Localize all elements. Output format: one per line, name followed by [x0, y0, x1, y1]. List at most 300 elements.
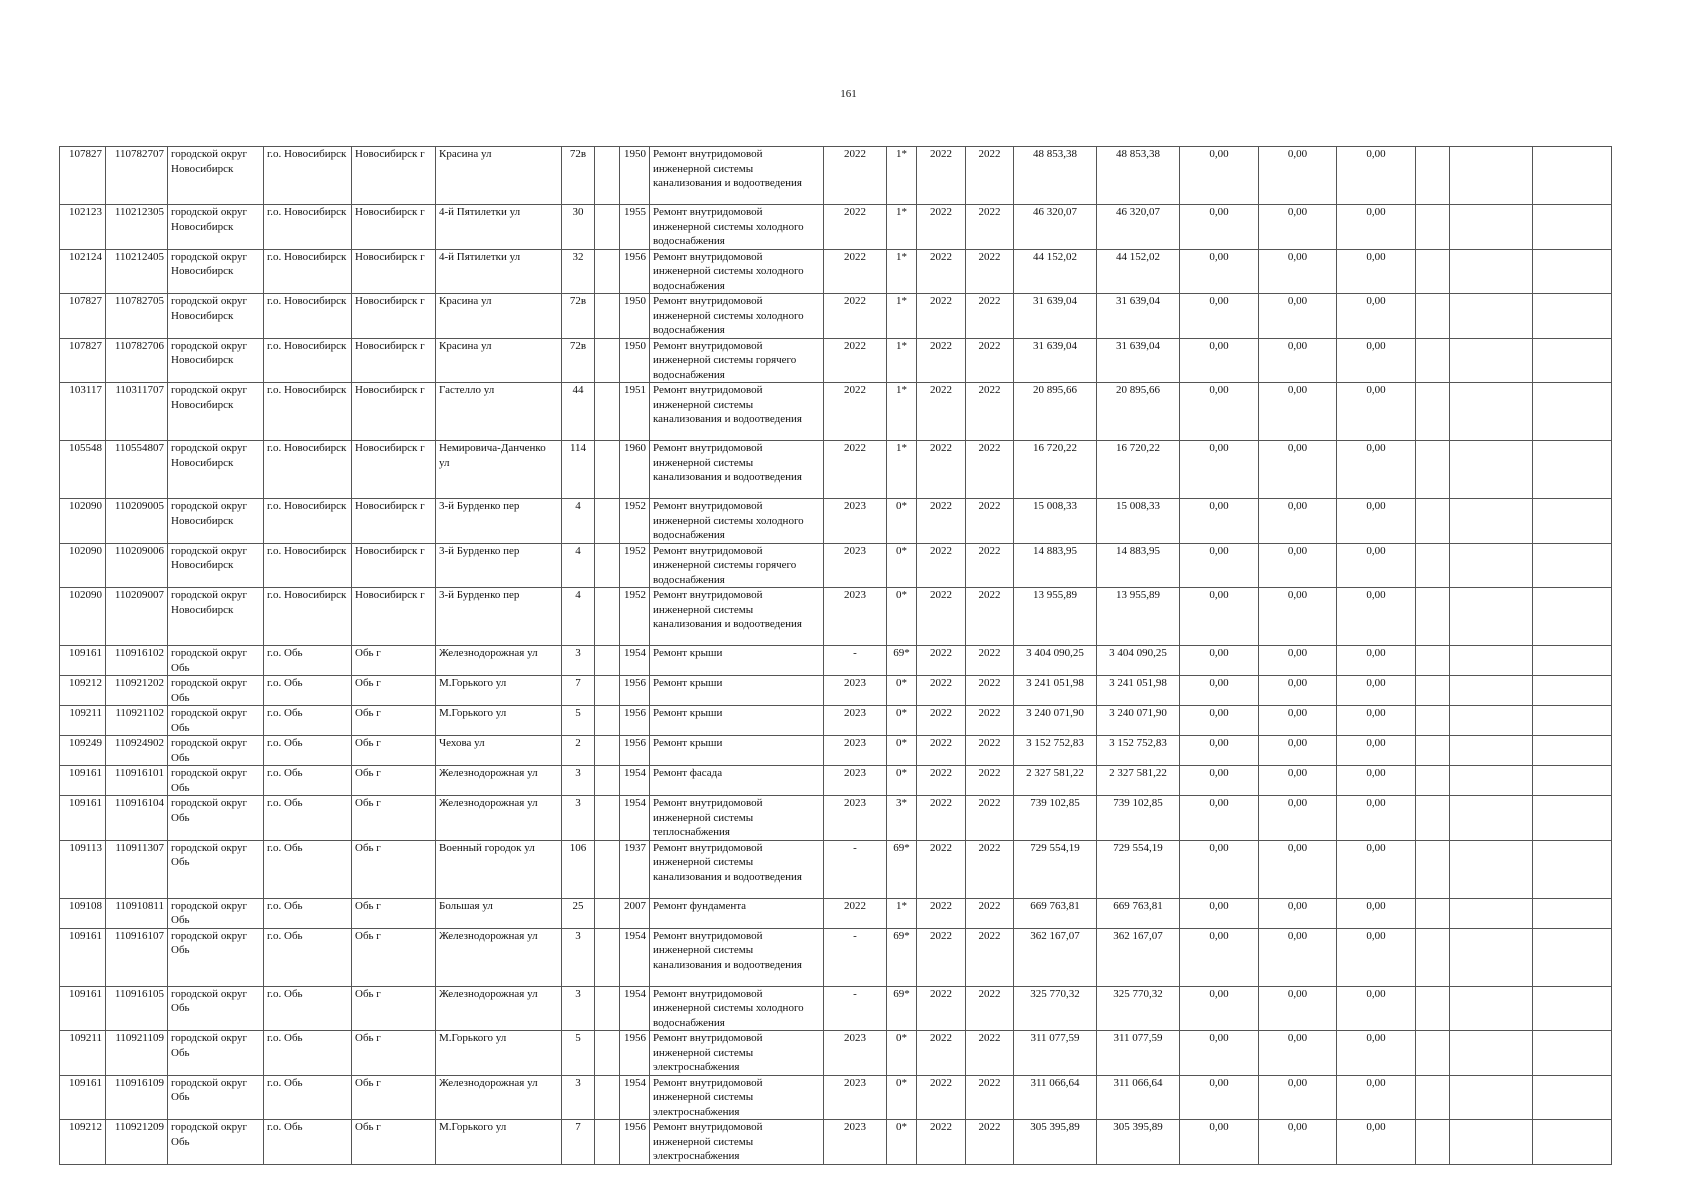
- table-row: [60, 588, 1612, 646]
- regional-budget-cell: 0,00: [1259, 249, 1337, 294]
- table-row: [60, 1120, 1612, 1165]
- locality-cell: Новосибирск г: [352, 205, 436, 250]
- extra-col-2-cell: [1450, 766, 1533, 796]
- municipality-cell: городской округ Новосибирск: [168, 441, 264, 499]
- regional-budget-cell: 0,00: [1259, 766, 1337, 796]
- building-cell: [595, 147, 620, 205]
- locality-cell: Обь г: [352, 928, 436, 986]
- house-id-cell: 109211: [60, 706, 106, 736]
- build-year-cell: 1956: [620, 249, 650, 294]
- federal-fund-cell: 0,00: [1180, 1031, 1259, 1076]
- extra-col-1-cell: [1416, 840, 1450, 898]
- wear-cell: 0*: [887, 736, 917, 766]
- table-row: [60, 646, 1612, 676]
- extra-col-2-cell: [1450, 1120, 1533, 1165]
- total-cost-cell: 31 639,04: [1014, 338, 1097, 383]
- locality-cell: Новосибирск г: [352, 338, 436, 383]
- city-district-cell: г.о. Обь: [264, 706, 352, 736]
- extra-col-1-cell: [1416, 588, 1450, 646]
- end-year-cell: 2022: [966, 338, 1014, 383]
- total-cost-cell: 3 240 071,90: [1014, 706, 1097, 736]
- house-id-cell: 109161: [60, 766, 106, 796]
- street-cell: Железнодорожная ул: [436, 766, 562, 796]
- extra-col-1-cell: [1416, 499, 1450, 544]
- municipality-cell: городской округ Обь: [168, 986, 264, 1031]
- building-cell: [595, 676, 620, 706]
- regional-budget-cell: 0,00: [1259, 1075, 1337, 1120]
- federal-fund-cell: 0,00: [1180, 441, 1259, 499]
- extra-col-3-cell: [1533, 543, 1612, 588]
- extra-col-2-cell: [1450, 796, 1533, 841]
- work-id-cell: 110911307: [106, 840, 168, 898]
- start-year-cell: 2022: [917, 499, 966, 544]
- work-type-cell: Ремонт внутридомовой инженерной системы горячего водоснабжения: [650, 338, 824, 383]
- regional-budget-cell: 0,00: [1259, 736, 1337, 766]
- house-number-cell: 30: [562, 205, 595, 250]
- municipality-cell: городской округ Обь: [168, 676, 264, 706]
- local-budget-cell: 0,00: [1337, 676, 1416, 706]
- end-year-cell: 2022: [966, 588, 1014, 646]
- municipality-cell: городской округ Обь: [168, 840, 264, 898]
- start-year-cell: 2022: [917, 383, 966, 441]
- municipality-cell: городской округ Новосибирск: [168, 205, 264, 250]
- local-budget-cell: 0,00: [1337, 928, 1416, 986]
- building-cell: [595, 249, 620, 294]
- building-cell: [595, 706, 620, 736]
- work-type-cell: Ремонт внутридомовой инженерной системы холодного водоснабжения: [650, 249, 824, 294]
- work-type-cell: Ремонт крыши: [650, 706, 824, 736]
- start-year-cell: 2022: [917, 840, 966, 898]
- build-year-cell: 1956: [620, 706, 650, 736]
- regional-budget-cell: 0,00: [1259, 928, 1337, 986]
- locality-cell: Обь г: [352, 706, 436, 736]
- planned-year-cell: 2023: [824, 676, 887, 706]
- extra-col-3-cell: [1533, 928, 1612, 986]
- build-year-cell: 1960: [620, 441, 650, 499]
- house-number-cell: 3: [562, 766, 595, 796]
- total-cost-cell: 3 241 051,98: [1014, 676, 1097, 706]
- locality-cell: Обь г: [352, 1075, 436, 1120]
- work-type-cell: Ремонт крыши: [650, 676, 824, 706]
- building-cell: [595, 499, 620, 544]
- regional-budget-cell: 0,00: [1259, 205, 1337, 250]
- end-year-cell: 2022: [966, 1120, 1014, 1165]
- build-year-cell: 1954: [620, 986, 650, 1031]
- street-cell: 3-й Бурденко пер: [436, 588, 562, 646]
- wear-cell: 1*: [887, 338, 917, 383]
- city-district-cell: г.о. Обь: [264, 766, 352, 796]
- house-number-cell: 106: [562, 840, 595, 898]
- regional-fund-cell: 669 763,81: [1097, 898, 1180, 928]
- work-type-cell: Ремонт внутридомовой инженерной системы канализования и водоотведения: [650, 383, 824, 441]
- start-year-cell: 2022: [917, 543, 966, 588]
- wear-cell: 1*: [887, 205, 917, 250]
- locality-cell: Обь г: [352, 986, 436, 1031]
- build-year-cell: 1950: [620, 294, 650, 339]
- extra-col-3-cell: [1533, 147, 1612, 205]
- house-id-cell: 107827: [60, 338, 106, 383]
- house-number-cell: 114: [562, 441, 595, 499]
- regional-budget-cell: 0,00: [1259, 588, 1337, 646]
- federal-fund-cell: 0,00: [1180, 736, 1259, 766]
- build-year-cell: 2007: [620, 898, 650, 928]
- start-year-cell: 2022: [917, 928, 966, 986]
- planned-year-cell: -: [824, 646, 887, 676]
- federal-fund-cell: 0,00: [1180, 706, 1259, 736]
- municipality-cell: городской округ Новосибирск: [168, 543, 264, 588]
- extra-col-2-cell: [1450, 294, 1533, 339]
- work-type-cell: Ремонт внутридомовой инженерной системы холодного водоснабжения: [650, 499, 824, 544]
- regional-budget-cell: 0,00: [1259, 840, 1337, 898]
- work-id-cell: 110209006: [106, 543, 168, 588]
- municipality-cell: городской округ Новосибирск: [168, 147, 264, 205]
- local-budget-cell: 0,00: [1337, 1075, 1416, 1120]
- work-type-cell: Ремонт крыши: [650, 736, 824, 766]
- table-row: [60, 1031, 1612, 1076]
- wear-cell: 0*: [887, 676, 917, 706]
- extra-col-2-cell: [1450, 840, 1533, 898]
- extra-col-1-cell: [1416, 986, 1450, 1031]
- end-year-cell: 2022: [966, 1075, 1014, 1120]
- extra-col-2-cell: [1450, 1075, 1533, 1120]
- locality-cell: Обь г: [352, 796, 436, 841]
- regional-fund-cell: 362 167,07: [1097, 928, 1180, 986]
- work-type-cell: Ремонт внутридомовой инженерной системы канализования и водоотведения: [650, 588, 824, 646]
- local-budget-cell: 0,00: [1337, 766, 1416, 796]
- city-district-cell: г.о. Обь: [264, 840, 352, 898]
- extra-col-1-cell: [1416, 736, 1450, 766]
- work-id-cell: 110921209: [106, 1120, 168, 1165]
- extra-col-2-cell: [1450, 543, 1533, 588]
- end-year-cell: 2022: [966, 383, 1014, 441]
- start-year-cell: 2022: [917, 706, 966, 736]
- table-row: [60, 294, 1612, 339]
- build-year-cell: 1950: [620, 338, 650, 383]
- house-id-cell: 109161: [60, 986, 106, 1031]
- total-cost-cell: 20 895,66: [1014, 383, 1097, 441]
- extra-col-1-cell: [1416, 928, 1450, 986]
- work-type-cell: Ремонт фундамента: [650, 898, 824, 928]
- municipality-cell: городской округ Обь: [168, 736, 264, 766]
- federal-fund-cell: 0,00: [1180, 338, 1259, 383]
- planned-year-cell: 2022: [824, 383, 887, 441]
- work-type-cell: Ремонт внутридомовой инженерной системы канализования и водоотведения: [650, 147, 824, 205]
- regional-fund-cell: 13 955,89: [1097, 588, 1180, 646]
- city-district-cell: г.о. Новосибирск: [264, 383, 352, 441]
- start-year-cell: 2022: [917, 736, 966, 766]
- city-district-cell: г.о. Обь: [264, 646, 352, 676]
- build-year-cell: 1951: [620, 383, 650, 441]
- building-cell: [595, 1075, 620, 1120]
- planned-year-cell: 2023: [824, 796, 887, 841]
- house-id-cell: 109161: [60, 928, 106, 986]
- city-district-cell: г.о. Обь: [264, 796, 352, 841]
- table-row: [60, 766, 1612, 796]
- extra-col-2-cell: [1450, 205, 1533, 250]
- street-cell: 3-й Бурденко пер: [436, 499, 562, 544]
- extra-col-1-cell: [1416, 338, 1450, 383]
- house-id-cell: 109212: [60, 1120, 106, 1165]
- municipality-cell: городской округ Обь: [168, 1120, 264, 1165]
- work-id-cell: 110916109: [106, 1075, 168, 1120]
- extra-col-3-cell: [1533, 736, 1612, 766]
- extra-col-1-cell: [1416, 147, 1450, 205]
- municipality-cell: городской округ Новосибирск: [168, 249, 264, 294]
- locality-cell: Обь г: [352, 1031, 436, 1076]
- build-year-cell: 1954: [620, 796, 650, 841]
- local-budget-cell: 0,00: [1337, 147, 1416, 205]
- total-cost-cell: 3 404 090,25: [1014, 646, 1097, 676]
- regional-fund-cell: 16 720,22: [1097, 441, 1180, 499]
- table-row: [60, 338, 1612, 383]
- federal-fund-cell: 0,00: [1180, 543, 1259, 588]
- local-budget-cell: 0,00: [1337, 588, 1416, 646]
- planned-year-cell: 2023: [824, 588, 887, 646]
- wear-cell: 0*: [887, 1031, 917, 1076]
- wear-cell: 1*: [887, 383, 917, 441]
- planned-year-cell: 2022: [824, 898, 887, 928]
- total-cost-cell: 325 770,32: [1014, 986, 1097, 1031]
- work-id-cell: 110921202: [106, 676, 168, 706]
- work-id-cell: 110916101: [106, 766, 168, 796]
- federal-fund-cell: 0,00: [1180, 1120, 1259, 1165]
- federal-fund-cell: 0,00: [1180, 205, 1259, 250]
- local-budget-cell: 0,00: [1337, 796, 1416, 841]
- federal-fund-cell: 0,00: [1180, 986, 1259, 1031]
- page-number: 161: [840, 88, 857, 100]
- local-budget-cell: 0,00: [1337, 1120, 1416, 1165]
- regional-fund-cell: 305 395,89: [1097, 1120, 1180, 1165]
- regional-budget-cell: 0,00: [1259, 338, 1337, 383]
- building-cell: [595, 766, 620, 796]
- work-id-cell: 110311707: [106, 383, 168, 441]
- regional-fund-cell: 739 102,85: [1097, 796, 1180, 841]
- city-district-cell: г.о. Новосибирск: [264, 588, 352, 646]
- wear-cell: 69*: [887, 840, 917, 898]
- total-cost-cell: 739 102,85: [1014, 796, 1097, 841]
- extra-col-1-cell: [1416, 898, 1450, 928]
- work-id-cell: 110782706: [106, 338, 168, 383]
- building-cell: [595, 543, 620, 588]
- extra-col-3-cell: [1533, 766, 1612, 796]
- start-year-cell: 2022: [917, 441, 966, 499]
- federal-fund-cell: 0,00: [1180, 796, 1259, 841]
- house-number-cell: 72в: [562, 338, 595, 383]
- house-id-cell: 103117: [60, 383, 106, 441]
- building-cell: [595, 383, 620, 441]
- planned-year-cell: 2023: [824, 766, 887, 796]
- table-row: [60, 706, 1612, 736]
- regional-fund-cell: 3 240 071,90: [1097, 706, 1180, 736]
- extra-col-2-cell: [1450, 898, 1533, 928]
- house-number-cell: 3: [562, 928, 595, 986]
- regional-fund-cell: 729 554,19: [1097, 840, 1180, 898]
- municipality-cell: городской округ Новосибирск: [168, 383, 264, 441]
- locality-cell: Обь г: [352, 766, 436, 796]
- municipality-cell: городской округ Обь: [168, 1075, 264, 1120]
- start-year-cell: 2022: [917, 1031, 966, 1076]
- regional-fund-cell: 3 404 090,25: [1097, 646, 1180, 676]
- regional-budget-cell: 0,00: [1259, 796, 1337, 841]
- extra-col-1-cell: [1416, 1031, 1450, 1076]
- planned-year-cell: 2022: [824, 249, 887, 294]
- wear-cell: 0*: [887, 588, 917, 646]
- street-cell: М.Горького ул: [436, 1120, 562, 1165]
- total-cost-cell: 44 152,02: [1014, 249, 1097, 294]
- local-budget-cell: 0,00: [1337, 1031, 1416, 1076]
- end-year-cell: 2022: [966, 928, 1014, 986]
- start-year-cell: 2022: [917, 205, 966, 250]
- total-cost-cell: 48 853,38: [1014, 147, 1097, 205]
- local-budget-cell: 0,00: [1337, 840, 1416, 898]
- build-year-cell: 1954: [620, 646, 650, 676]
- locality-cell: Обь г: [352, 736, 436, 766]
- extra-col-3-cell: [1533, 1031, 1612, 1076]
- wear-cell: 0*: [887, 543, 917, 588]
- building-cell: [595, 1120, 620, 1165]
- extra-col-2-cell: [1450, 147, 1533, 205]
- wear-cell: 69*: [887, 646, 917, 676]
- planned-year-cell: 2022: [824, 294, 887, 339]
- street-cell: 4-й Пятилетки ул: [436, 205, 562, 250]
- table-row: [60, 441, 1612, 499]
- extra-col-3-cell: [1533, 338, 1612, 383]
- extra-col-1-cell: [1416, 543, 1450, 588]
- build-year-cell: 1956: [620, 1031, 650, 1076]
- street-cell: Железнодорожная ул: [436, 928, 562, 986]
- municipality-cell: городской округ Обь: [168, 796, 264, 841]
- building-cell: [595, 796, 620, 841]
- wear-cell: 0*: [887, 1120, 917, 1165]
- extra-col-1-cell: [1416, 766, 1450, 796]
- regional-fund-cell: 14 883,95: [1097, 543, 1180, 588]
- table-row: [60, 543, 1612, 588]
- start-year-cell: 2022: [917, 986, 966, 1031]
- building-cell: [595, 205, 620, 250]
- street-cell: Железнодорожная ул: [436, 1075, 562, 1120]
- wear-cell: 1*: [887, 249, 917, 294]
- federal-fund-cell: 0,00: [1180, 294, 1259, 339]
- wear-cell: 0*: [887, 1075, 917, 1120]
- end-year-cell: 2022: [966, 736, 1014, 766]
- municipality-cell: городской округ Обь: [168, 646, 264, 676]
- house-number-cell: 5: [562, 706, 595, 736]
- federal-fund-cell: 0,00: [1180, 1075, 1259, 1120]
- end-year-cell: 2022: [966, 1031, 1014, 1076]
- total-cost-cell: 15 008,33: [1014, 499, 1097, 544]
- house-number-cell: 7: [562, 1120, 595, 1165]
- start-year-cell: 2022: [917, 898, 966, 928]
- municipality-cell: городской округ Обь: [168, 928, 264, 986]
- municipality-cell: городской округ Обь: [168, 766, 264, 796]
- house-id-cell: 102090: [60, 499, 106, 544]
- street-cell: М.Горького ул: [436, 1031, 562, 1076]
- end-year-cell: 2022: [966, 294, 1014, 339]
- regional-budget-cell: 0,00: [1259, 1120, 1337, 1165]
- total-cost-cell: 311 066,64: [1014, 1075, 1097, 1120]
- house-number-cell: 3: [562, 1075, 595, 1120]
- regional-fund-cell: 3 241 051,98: [1097, 676, 1180, 706]
- planned-year-cell: 2023: [824, 1075, 887, 1120]
- municipality-cell: городской округ Новосибирск: [168, 294, 264, 339]
- extra-col-1-cell: [1416, 796, 1450, 841]
- total-cost-cell: 311 077,59: [1014, 1031, 1097, 1076]
- house-id-cell: 109108: [60, 898, 106, 928]
- extra-col-2-cell: [1450, 736, 1533, 766]
- federal-fund-cell: 0,00: [1180, 588, 1259, 646]
- house-number-cell: 2: [562, 736, 595, 766]
- build-year-cell: 1952: [620, 499, 650, 544]
- build-year-cell: 1956: [620, 676, 650, 706]
- work-id-cell: 110921102: [106, 706, 168, 736]
- table-row: [60, 383, 1612, 441]
- street-cell: Военный городок ул: [436, 840, 562, 898]
- extra-col-2-cell: [1450, 588, 1533, 646]
- planned-year-cell: 2023: [824, 499, 887, 544]
- work-id-cell: 110916104: [106, 796, 168, 841]
- start-year-cell: 2022: [917, 588, 966, 646]
- regional-fund-cell: 325 770,32: [1097, 986, 1180, 1031]
- regional-fund-cell: 15 008,33: [1097, 499, 1180, 544]
- work-id-cell: 110209007: [106, 588, 168, 646]
- locality-cell: Новосибирск г: [352, 294, 436, 339]
- total-cost-cell: 305 395,89: [1014, 1120, 1097, 1165]
- building-cell: [595, 1031, 620, 1076]
- wear-cell: 3*: [887, 796, 917, 841]
- extra-col-2-cell: [1450, 706, 1533, 736]
- extra-col-2-cell: [1450, 928, 1533, 986]
- street-cell: М.Горького ул: [436, 676, 562, 706]
- regional-budget-cell: 0,00: [1259, 441, 1337, 499]
- regional-fund-cell: 31 639,04: [1097, 294, 1180, 339]
- house-id-cell: 102090: [60, 588, 106, 646]
- extra-col-3-cell: [1533, 706, 1612, 736]
- extra-col-2-cell: [1450, 338, 1533, 383]
- regional-budget-cell: 0,00: [1259, 646, 1337, 676]
- start-year-cell: 2022: [917, 294, 966, 339]
- street-cell: Железнодорожная ул: [436, 646, 562, 676]
- planned-year-cell: 2022: [824, 338, 887, 383]
- regional-fund-cell: 3 152 752,83: [1097, 736, 1180, 766]
- regional-fund-cell: 20 895,66: [1097, 383, 1180, 441]
- house-number-cell: 72в: [562, 294, 595, 339]
- build-year-cell: 1950: [620, 147, 650, 205]
- regional-budget-cell: 0,00: [1259, 1031, 1337, 1076]
- table-row: [60, 898, 1612, 928]
- extra-col-3-cell: [1533, 898, 1612, 928]
- end-year-cell: 2022: [966, 499, 1014, 544]
- total-cost-cell: 729 554,19: [1014, 840, 1097, 898]
- street-cell: 4-й Пятилетки ул: [436, 249, 562, 294]
- wear-cell: 1*: [887, 147, 917, 205]
- table-row: [60, 676, 1612, 706]
- work-type-cell: Ремонт крыши: [650, 646, 824, 676]
- table-row: [60, 1075, 1612, 1120]
- municipality-cell: городской округ Обь: [168, 706, 264, 736]
- locality-cell: Обь г: [352, 840, 436, 898]
- extra-col-3-cell: [1533, 1075, 1612, 1120]
- extra-col-3-cell: [1533, 676, 1612, 706]
- federal-fund-cell: 0,00: [1180, 249, 1259, 294]
- house-number-cell: 3: [562, 986, 595, 1031]
- total-cost-cell: 16 720,22: [1014, 441, 1097, 499]
- house-id-cell: 102123: [60, 205, 106, 250]
- table-row: [60, 986, 1612, 1031]
- regional-budget-cell: 0,00: [1259, 147, 1337, 205]
- city-district-cell: г.о. Обь: [264, 736, 352, 766]
- end-year-cell: 2022: [966, 706, 1014, 736]
- regional-budget-cell: 0,00: [1259, 543, 1337, 588]
